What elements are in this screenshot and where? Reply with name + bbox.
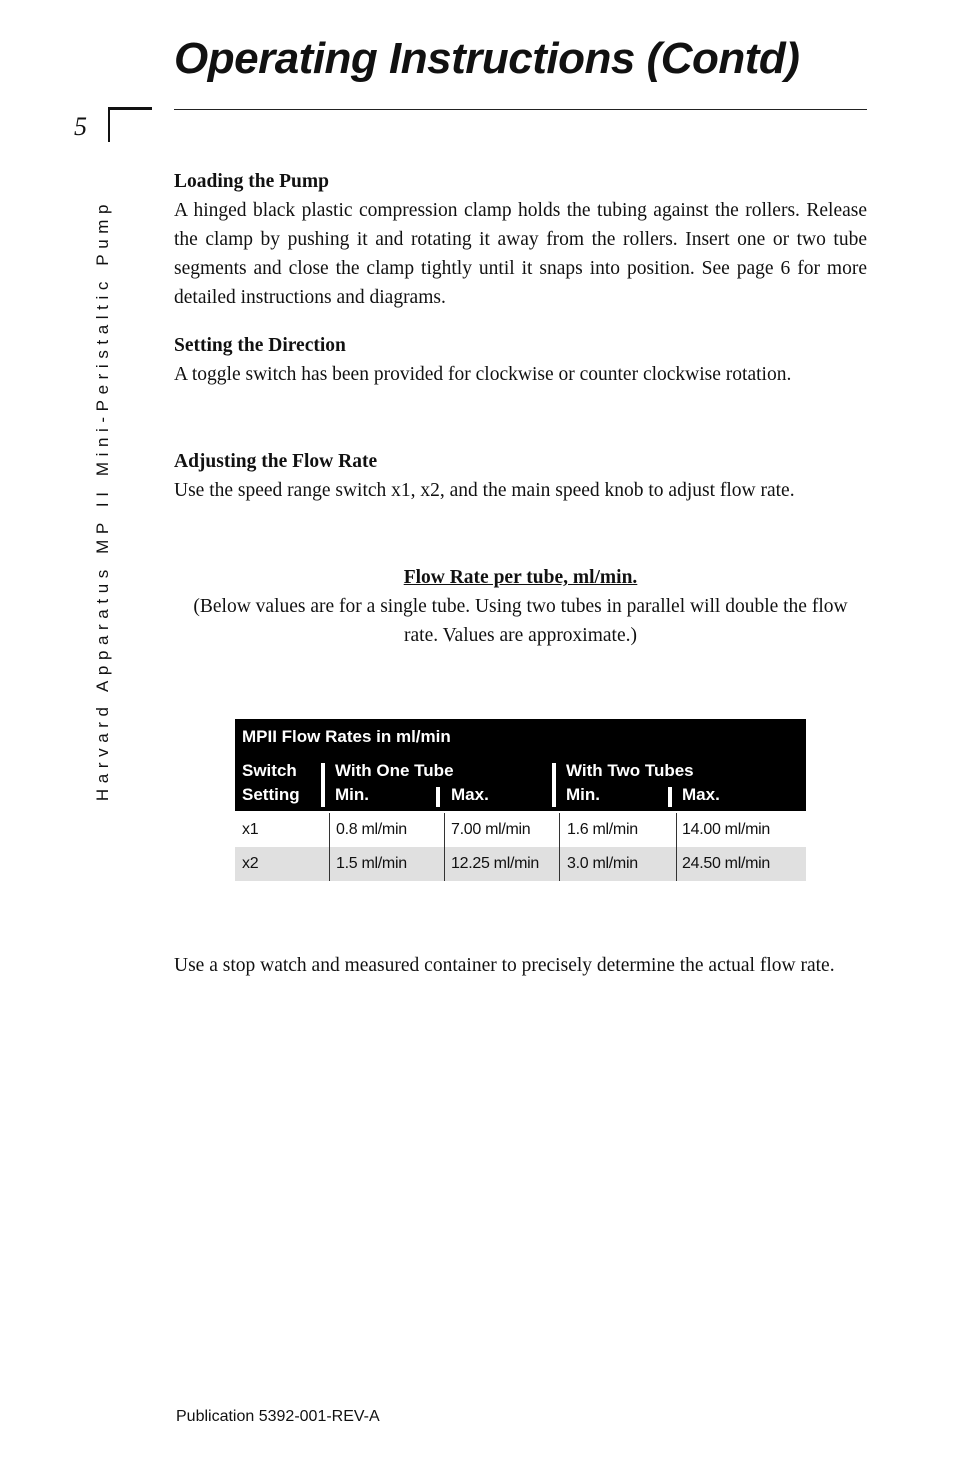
table-row <box>235 813 806 847</box>
table-cell: 7.00 ml/min <box>451 821 531 838</box>
col-one-min: Min. <box>335 785 369 804</box>
table-cell: x2 <box>242 855 259 872</box>
section-heading-flow-rate: Adjusting the Flow Rate <box>174 451 378 472</box>
flow-rate-heading: Flow Rate per tube, ml/min. <box>403 567 638 588</box>
header-divider <box>552 763 556 807</box>
col-two-max: Max. <box>682 785 720 804</box>
table-cell: 1.6 ml/min <box>567 821 638 838</box>
table-header <box>235 719 806 811</box>
table-cell: x1 <box>242 821 259 838</box>
corner-mark-vertical <box>108 107 110 142</box>
table-cell: 24.50 ml/min <box>682 855 770 872</box>
header-divider <box>436 787 440 807</box>
section-heading-direction: Setting the Direction <box>174 335 346 356</box>
col-switch-line2: Setting <box>242 785 300 804</box>
closing-text: Use a stop watch and measured container to precisely determine the actual flow rate. <box>174 955 835 976</box>
table-cell: 12.25 ml/min <box>451 855 539 872</box>
col-switch-line1: Switch <box>242 761 297 780</box>
table-cell: 3.0 ml/min <box>567 855 638 872</box>
flow-rate-table <box>235 719 806 881</box>
table-cell: 1.5 ml/min <box>336 855 407 872</box>
col-group-two-tubes: With Two Tubes <box>566 761 694 780</box>
section-text-flow-rate: Use the speed range switch x1, x2, and the main speed knob to adjust flow rate. <box>174 480 795 501</box>
header-divider <box>321 763 325 807</box>
title-rule <box>174 109 867 110</box>
table-cell: 14.00 ml/min <box>682 821 770 838</box>
section-text-loading: A hinged black plastic compression clamp holds the tubing against the rollers. Release the clamp by pushing it and rotating it away from the rollers. Insert one or two tube segments and close the clamp tightly until it snaps into position. See page 6 for more detailed instructions and diagrams. <box>174 200 867 308</box>
publication-footer: Publication 5392-001-REV-A <box>176 1408 380 1425</box>
corner-mark-horizontal <box>108 107 152 110</box>
table-caption: MPII Flow Rates in ml/min <box>242 727 451 746</box>
flow-rate-note: (Below values are for a single tube. Using two tubes in parallel will double the flow rate. Values are approximate.) <box>193 596 848 646</box>
header-divider <box>668 787 672 807</box>
side-label: Harvard Apparatus MP II Mini-Peristaltic Pump <box>93 198 112 802</box>
table-cell: 0.8 ml/min <box>336 821 407 838</box>
page-number: 5 <box>74 112 87 141</box>
col-group-one-tube: With One Tube <box>335 761 454 780</box>
section-text-direction: A toggle switch has been provided for clockwise or counter clockwise rotation. <box>174 364 792 385</box>
page-title: Operating Instructions (Contd) <box>174 34 800 83</box>
section-heading-loading: Loading the Pump <box>174 171 329 192</box>
col-one-max: Max. <box>451 785 489 804</box>
table-row <box>235 847 806 881</box>
col-two-min: Min. <box>566 785 600 804</box>
